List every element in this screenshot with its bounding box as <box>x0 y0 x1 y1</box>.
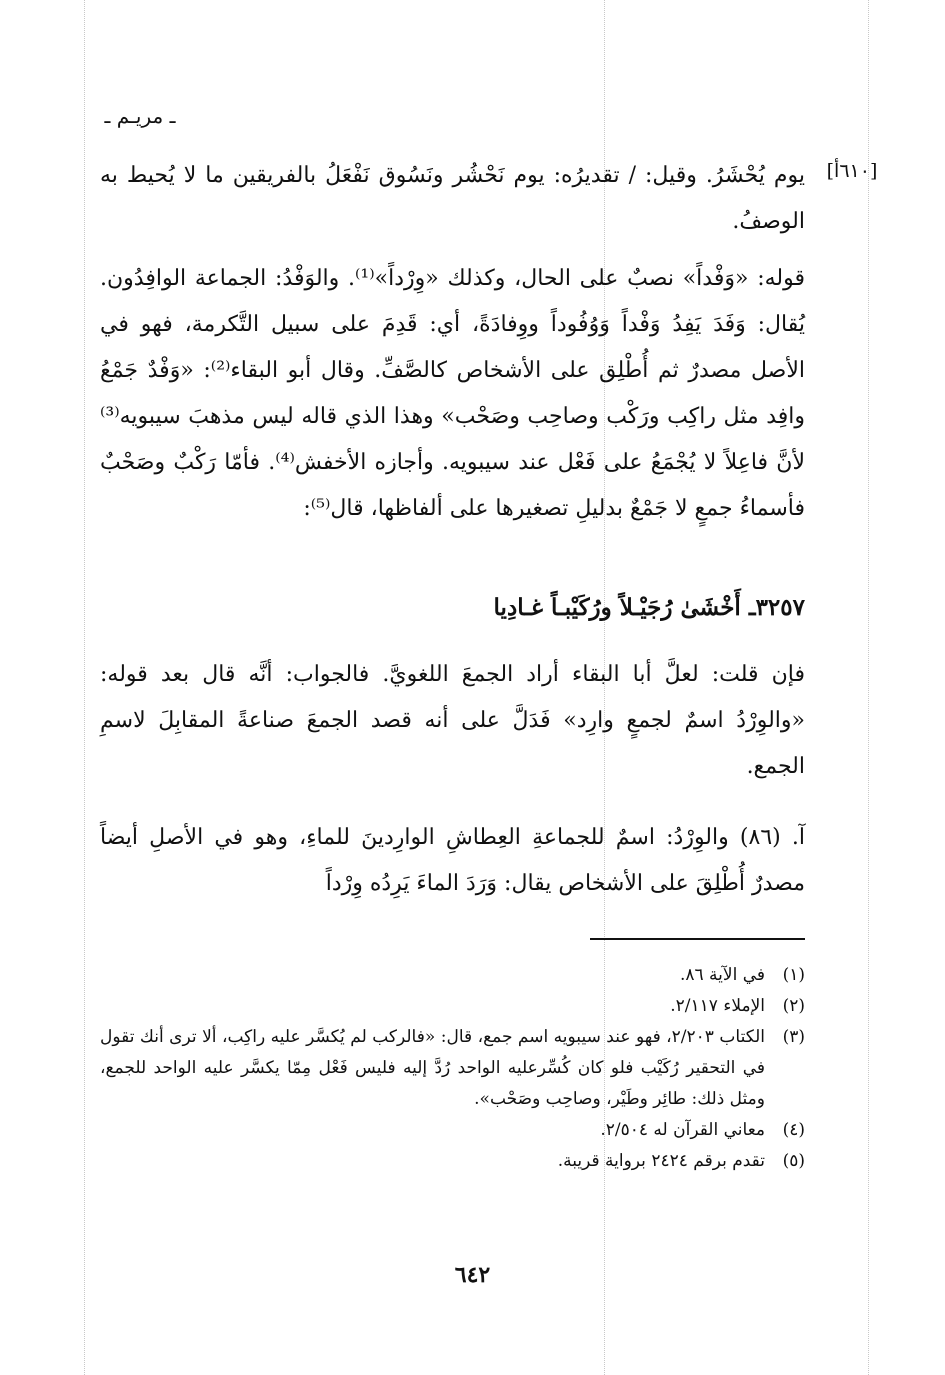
footnote-number: (٢) <box>782 996 805 1016</box>
verse-number: ٣٢٥٧ـ <box>748 594 805 621</box>
footnote-number: (٥) <box>782 1151 805 1171</box>
paragraph-objection: فإن قلت: لعلَّ أبا البقاء أراد الجمعَ اللغويَّ. فالجواب: أنَّه قال بعد قوله: «والوِرْدُ اسمٌ لجمعٍ وارِد» فَدَلَّ على أنه قصد الجمعَ صناعةً المقابِلَ لاسمِ الجمع. <box>100 662 805 779</box>
footnote-text: في الآية ٨٦. <box>679 965 765 985</box>
footnote-text: الكتاب ٢/٢٠٣، فهو عند سيبويه اسم جمع، قال: «فالركب لم يُكسَّر عليه راكِب، ألا ترى أنك تقول في التحقير رُكَيْب فلو كان كُسِّرعليه الواحد رُدَّ إليه فليس فَعْل مِمّا يكسَّر عليه الواحد للجمع، ومثل ذلك: طائِر وطَيْر، وصاحِب وصَحْب». <box>100 1027 765 1109</box>
footnote <box>100 991 805 1022</box>
manuscript-folio-marker: [٦١٠أ] <box>826 160 878 182</box>
running-header: ـ مريـم ـ <box>104 104 176 128</box>
poetry-verse <box>400 594 805 621</box>
footnote-number: (٣) <box>782 1027 805 1047</box>
footnotes <box>100 960 805 1177</box>
footnote-text: تقدم برقم ٢٤٢٤ برواية قريبة. <box>557 1151 765 1171</box>
scan-dotted-line <box>84 0 85 1375</box>
page-number: ٦٤٢ <box>454 1262 491 1288</box>
footnote <box>100 1146 805 1177</box>
paragraph-wafd: قوله: «وَفْداً» نصبٌ على الحال، وكذلك «وِرْداً»⁽¹⁾. والوَفْدُ: الجماعة الوافِدُون. يُقال: وَفَدَ يَفِدُ وَفْداً وَوُفُوداً ووِفادَةً، أي: قَدِمَ على سبيل التَّكرمة، فهو في الأصل مصدرٌ ثم أُطْلِق على الأشخاص كالصَّفِّ. وقال أبو البقاء⁽²⁾: «وَفْدٌ جَمْعُ وافِد مثل راكِب ورَكْب وصاحِب وصَحْب» وهذا الذي قاله ليس مذهبَ سيبويه⁽³⁾ لأنَّ فاعِلاً لا يُجْمَعُ على فَعْل عند سيبويه. وأجازه الأخفش⁽⁴⁾. فأمّا رَكْبٌ وصَحْبٌ فأسماءُ جمعٍ لا جَمْعٌ بدليلِ تصغيرها على ألفاظها، قال⁽⁵⁾: <box>100 266 805 521</box>
footnote <box>100 1115 805 1146</box>
paragraph-continuation: يوم يُحْشَرُ. وقيل: / تقديرُه: يوم نَحْشُر ونَسُوق نَفْعَلُ بالفريقين ما لا يُحيط به الوصفُ. <box>100 163 805 234</box>
paragraph-verse-86: آ. (٨٦) والوِرْدُ: اسمٌ للجماعةِ العِطاشِ الوارِدينَ للماءِ، وهو في الأصلِ أيضاً مصدرٌ أُطْلِقَ على الأشخاص يقال: وَرَدَ الماءَ يَرِدُه وِرْداً <box>100 825 805 896</box>
footnote-number: (٤) <box>782 1120 805 1140</box>
footnote <box>100 960 805 991</box>
footnote-separator <box>590 938 805 940</box>
footnote <box>100 1022 805 1115</box>
verse-text: أَخْشَىٰ رُجَيْـلاً ورُكَيْبـاً غـادِيا <box>493 594 741 621</box>
footnote-number: (١) <box>782 965 805 985</box>
footnote-text: الإملاء ٢/١١٧. <box>670 996 765 1016</box>
footnote-text: معاني القرآن له ٢/٥٠٤. <box>600 1120 765 1140</box>
scan-dotted-line <box>868 0 869 1375</box>
